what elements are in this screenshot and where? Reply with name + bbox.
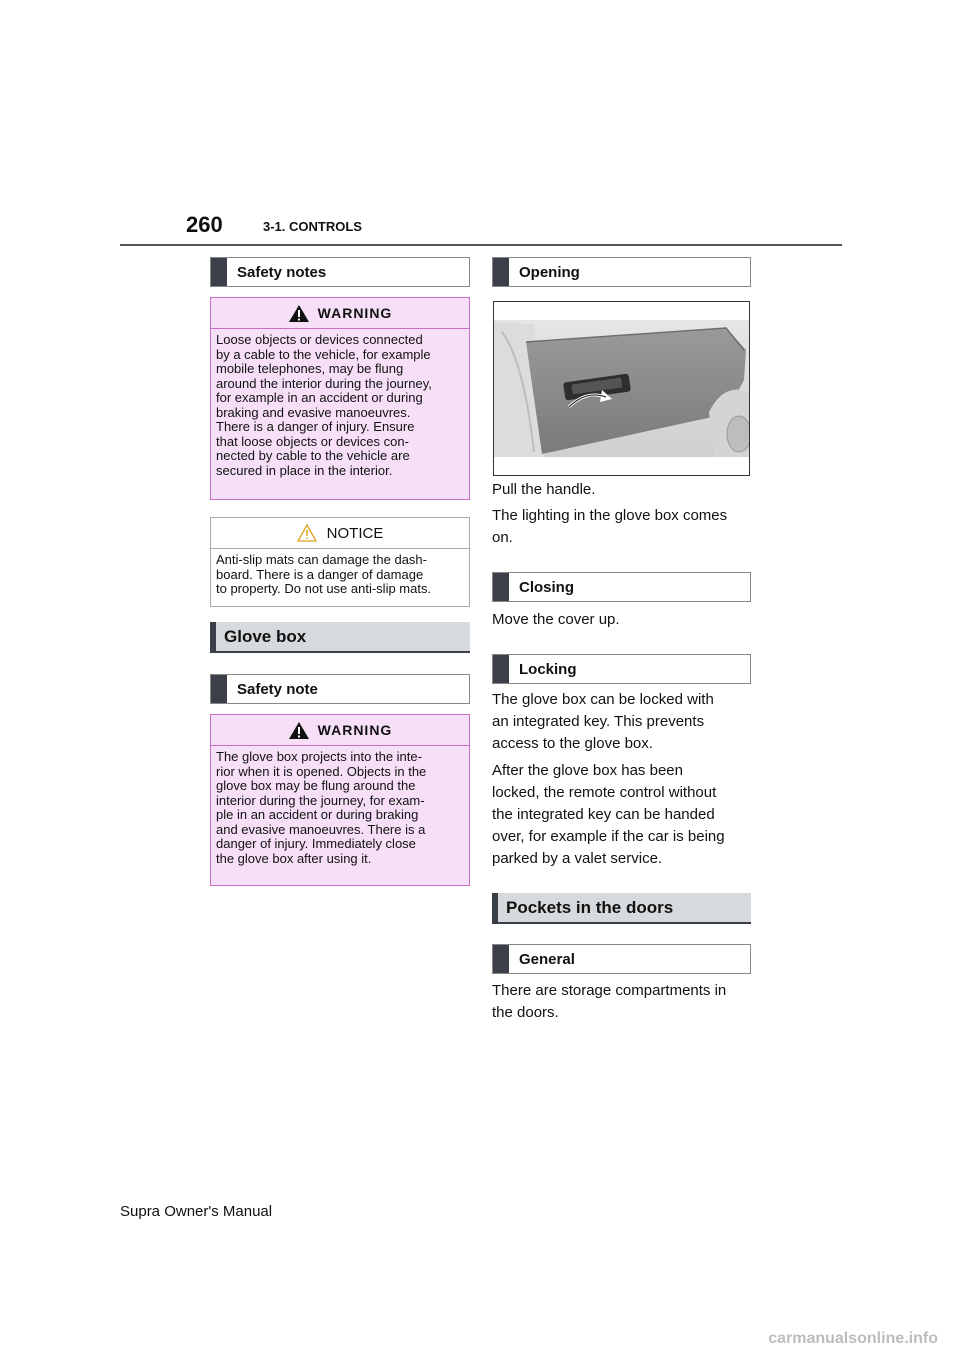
heading-closing [492,572,751,602]
text-line: rior when it is opened. Objects in the [216,763,427,779]
notice-header [211,518,469,549]
locking-text-1 [492,689,754,755]
warning-body [211,329,469,478]
heading-text: Locking [519,660,577,678]
text-line: Loose objects or devices connected [216,332,423,347]
text-line: mobile telephones, may be flung [216,361,404,376]
text-line: After the glove box has been [492,762,683,779]
heading-text: Opening [519,263,580,281]
text-line: The lighting in the glove box comes [492,507,728,524]
heading-safety-notes [210,257,470,287]
warning-triangle-icon [288,721,310,740]
heading-bar [211,258,227,286]
text-line: access to the glove box. [492,735,653,752]
glove-box-handle-image [494,302,749,475]
text-line: Anti-slip mats can damage the dash- [216,552,427,567]
page-number: 260 [186,212,223,237]
text-line: and evasive manoeuvres. There is a [216,821,426,837]
warning-body [211,746,469,866]
warning-box-glove-box [210,714,470,886]
heading-bar [493,258,509,286]
locking-text-2 [492,760,754,870]
glove-box-illustration [493,301,750,476]
heading-text: General [519,950,575,968]
text-line: ple in an accident or during braking [216,807,419,822]
text-line: nected by cable to the vehicle are [216,448,410,463]
text-line: There are storage compartments in [492,982,727,999]
notice-body [211,549,469,597]
heading-safety-note [210,674,470,704]
warning-triangle-icon [288,304,310,323]
heading-bar [492,893,498,922]
heading-text: Safety notes [237,263,327,281]
footer-manual-title: Supra Owner's Manual [120,1203,273,1220]
text-line: glove box may be flung around the [216,778,416,793]
text-line: around the interior during the journey, [216,375,432,391]
text-line: locked, the remote control without [492,784,717,801]
heading-locking [492,654,751,684]
heading-bar [493,573,509,601]
watermark: carmanualsonline.info [768,1330,938,1347]
closing-text: Move the cover up. [492,611,620,628]
text-line: parked by a valet service. [492,850,663,867]
text-line: There is a danger of injury. Ensure [216,419,415,434]
heading-opening [492,257,751,287]
heading-bar [493,655,509,683]
text-line: The glove box projects into the inte- [216,749,422,764]
heading-text: Pockets in the doors [506,897,674,917]
text-line: on. [492,529,513,546]
text-line: interior during the journey, for exam- [216,792,425,808]
warning-box-loose-objects [210,297,470,500]
text-line: the integrated key can be handed [492,806,715,823]
warning-label: WARNING [317,305,393,321]
text-line: that loose objects or devices con- [216,433,409,449]
heading-text: Glove box [224,626,307,646]
heading-bar [211,675,227,703]
heading-text: Closing [519,578,574,596]
notice-box-anti-slip [210,517,470,607]
opening-step: Pull the handle. [492,481,596,498]
warning-header [211,715,469,746]
opening-lighting-text [492,505,754,549]
heading-bar [210,622,216,651]
text-line: for example in an accident or during [216,390,423,405]
text-line: by a cable to the vehicle, for example [216,346,431,362]
text-line: secured in place in the interior. [216,462,393,478]
heading-glove-box [210,622,470,653]
general-text [492,980,754,1024]
warning-label: WARNING [317,722,393,738]
heading-general [492,944,751,974]
text-line: over, for example if the car is being [492,828,725,845]
notice-label: NOTICE [326,524,384,542]
text-line: the glove box after using it. [216,850,372,866]
heading-bar [493,945,509,973]
warning-header [211,298,469,329]
notice-triangle-icon [297,524,317,542]
text-line: the doors. [492,1004,559,1021]
text-line: board. There is a danger of damage [216,566,424,582]
text-line: braking and evasive manoeuvres. [216,404,411,420]
heading-pockets-in-doors [492,893,751,924]
heading-text: Safety note [237,680,318,698]
text-line: to property. Do not use anti-slip mats. [216,581,432,596]
text-line: danger of injury. Immediately close [216,836,416,851]
header-rule [120,244,842,246]
section-title: 3-1. CONTROLS [263,219,362,234]
text-line: The glove box can be locked with [492,691,714,708]
text-line: an integrated key. This prevents [492,713,705,730]
